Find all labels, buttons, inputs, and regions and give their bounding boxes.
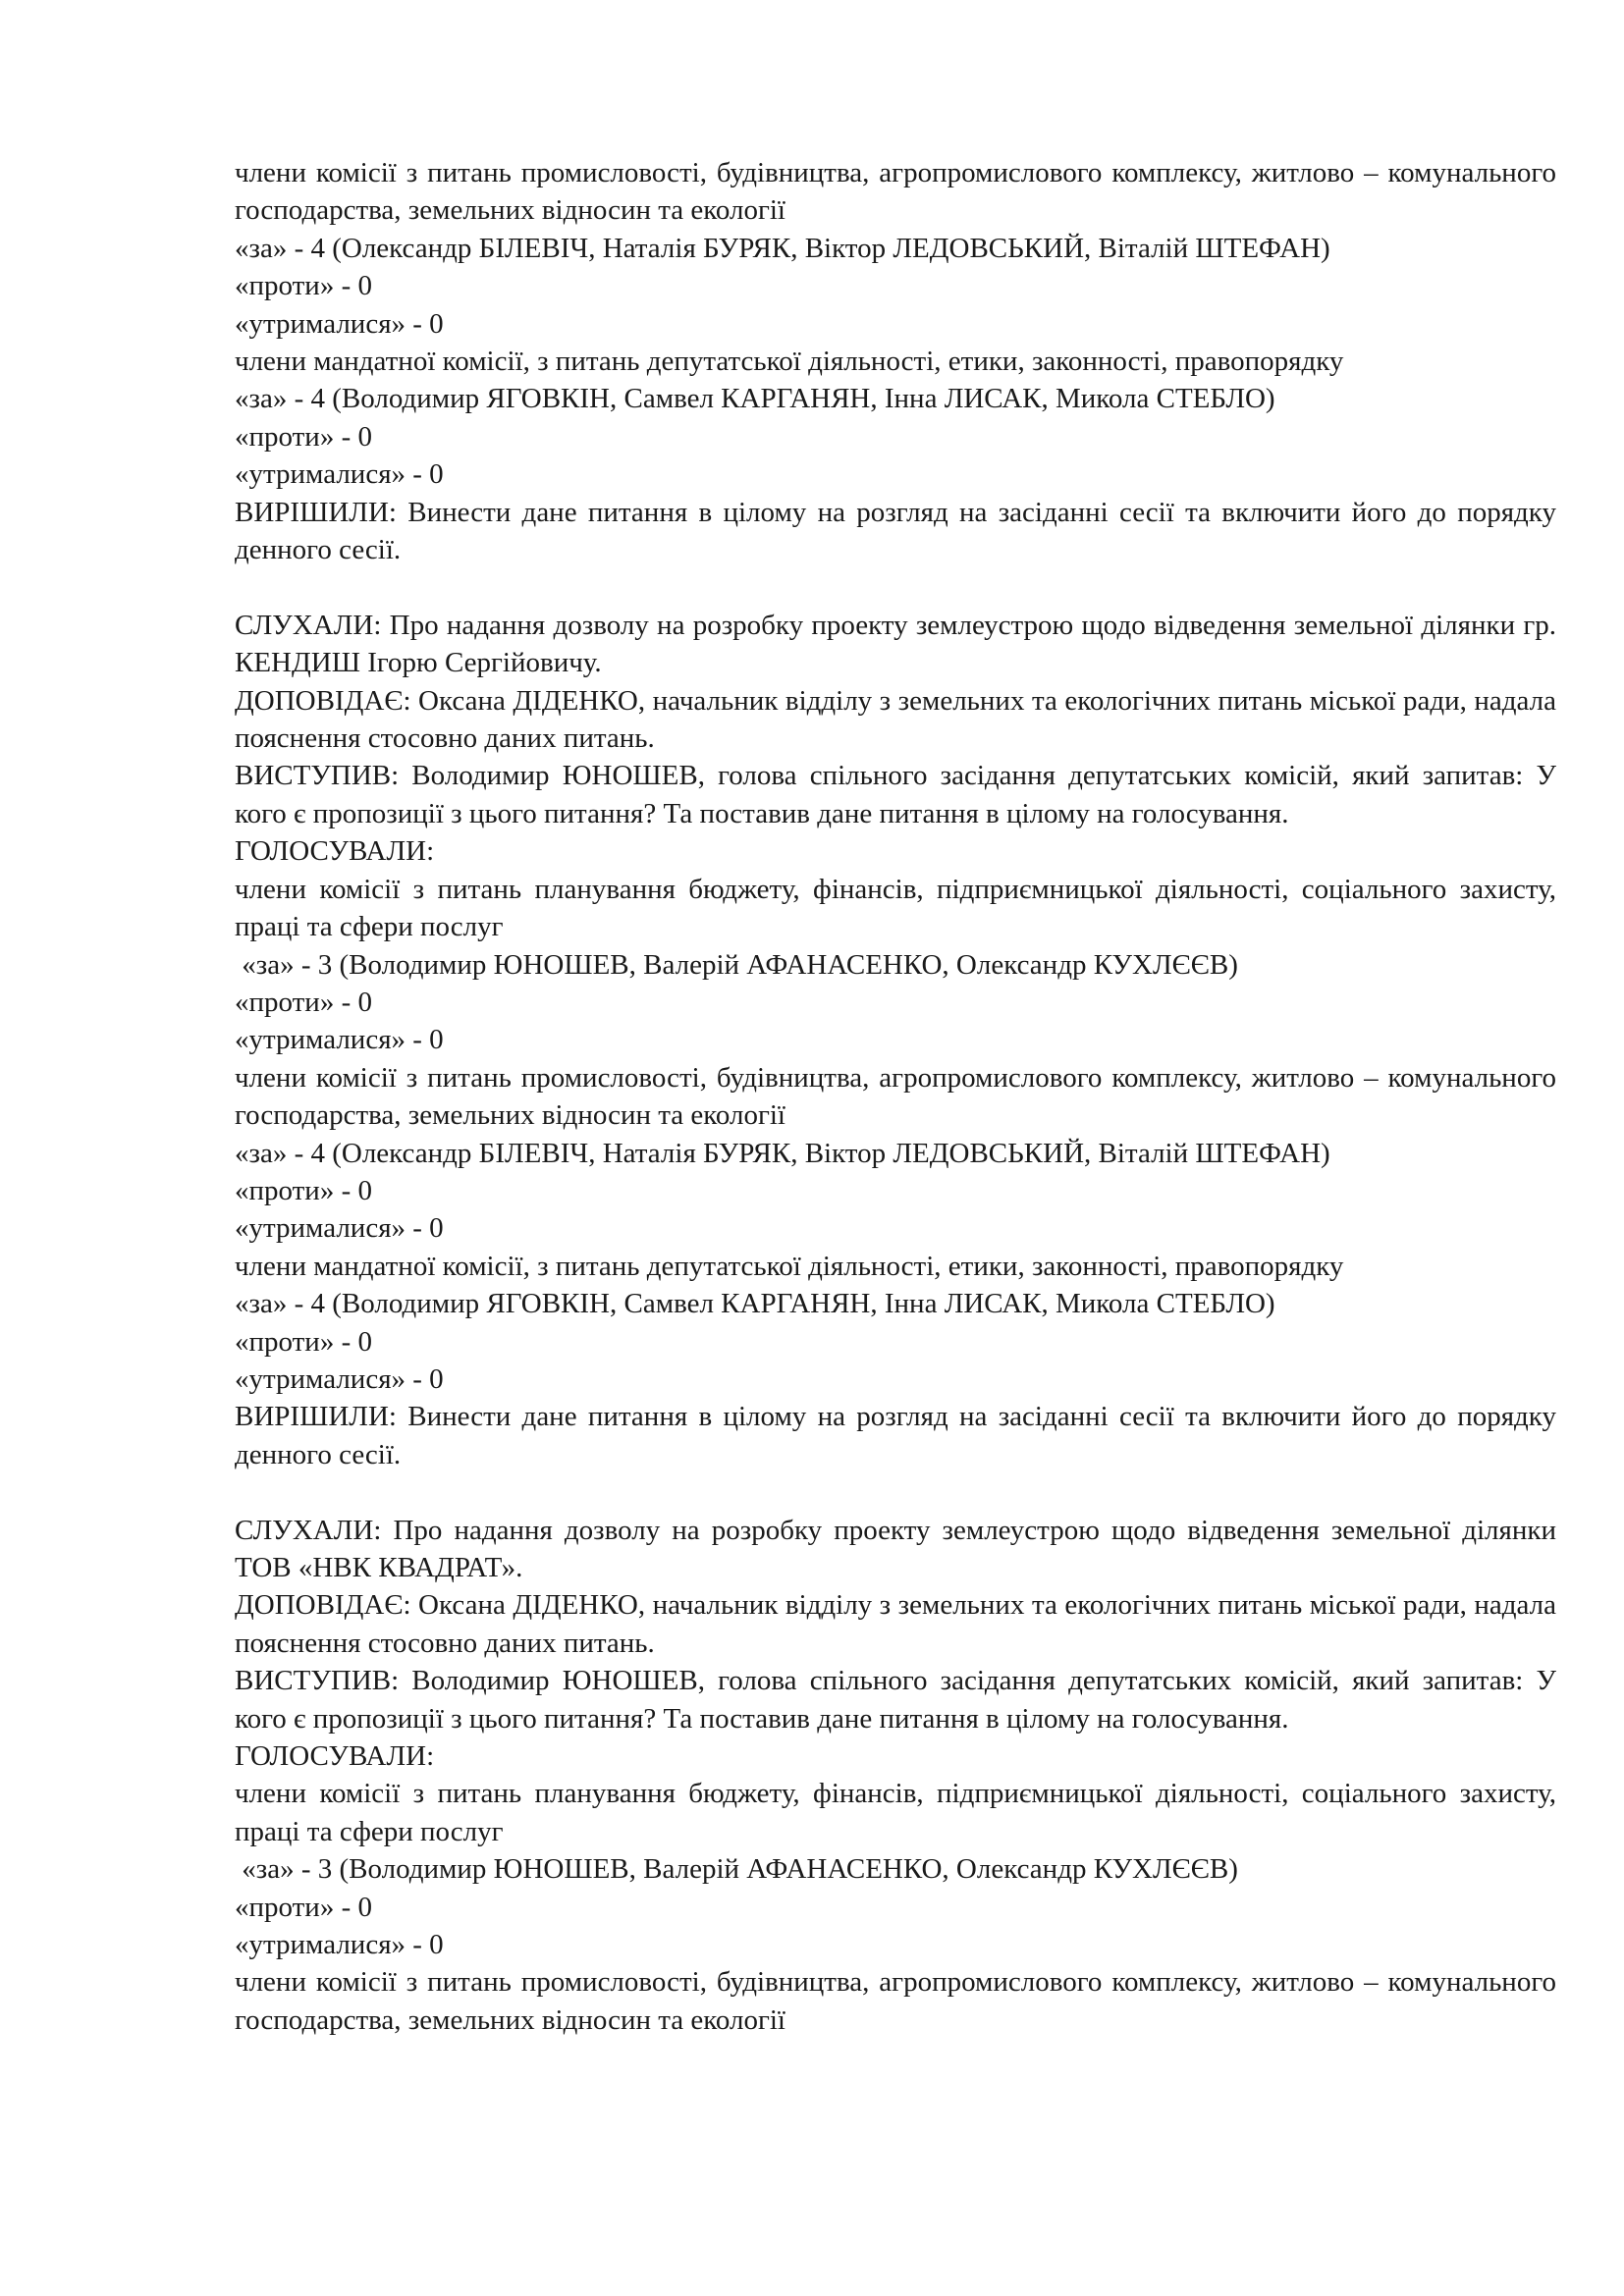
vote-abstained: «утрималися» - 0	[235, 1212, 444, 1245]
committee-mandate-heading: члени мандатної комісії, з питань депутатської діяльності, етики, законності, правопорядку	[235, 346, 1344, 378]
heard-paragraph: СЛУХАЛИ: Про надання дозволу на розробку проекту землеустрою щодо відведення земельної ділянки ТОВ «НВК КВАДРАТ».	[235, 1514, 1564, 1583]
committee-industry-heading: члени комісії з питань промисловості, будівництва, агропромислового комплексу, житлово – комунального господарства, земельних відносин та екології	[235, 1061, 1564, 1132]
vote-for: «за» - 3 (Володимир ЮНОШЕВ, Валерій АФАНАСЕНКО, Олександр КУХЛЄЄВ)	[235, 1853, 1238, 1886]
vote-for: «за» - 4 (Олександр БІЛЕВІЧ, Наталія БУРЯК, Віктор ЛЕДОВСЬКИЙ, Віталій ШТЕФАН)	[235, 232, 1330, 264]
document-page	[235, 154, 1564, 2039]
vote-against: «проти» - 0	[235, 986, 372, 1018]
vote-against: «проти» - 0	[235, 1174, 372, 1206]
vote-against: «проти» - 0	[235, 1325, 372, 1358]
speaker-paragraph: ВИСТУПИВ: Володимир ЮНОШЕВ, голова спільного засідання депутатських комісій, який запитав: У кого є пропозиції з цього питання? Та поставив дане питання в цілому на голосування.	[235, 760, 1564, 829]
committee-budget-heading: члени комісії з питань планування бюджету, фінансів, підприємницької діяльності, соціального захисту, праці та сфери послуг	[235, 873, 1564, 943]
vote-abstained: «утрималися» - 0	[235, 458, 444, 491]
vote-against: «проти» - 0	[235, 420, 372, 453]
vote-abstained: «утрималися» - 0	[235, 1362, 444, 1395]
decision-paragraph: ВИРІШИЛИ: Винести дане питання в цілому на розгляд на засіданні сесії та включити його до порядку денного сесії.	[235, 1401, 1564, 1470]
speaker-paragraph: ВИСТУПИВ: Володимир ЮНОШЕВ, голова спільного засідання депутатських комісій, який запитав: У кого є пропозиції з цього питання? Та поставив дане питання в цілому на голосування.	[235, 1665, 1564, 1735]
vote-for: «за» - 4 (Володимир ЯГОВКІН, Самвел КАРГАНЯН, Інна ЛИСАК, Микола СТЕБЛО)	[235, 383, 1275, 415]
reporter-paragraph: ДОПОВІДАЄ: Оксана ДІДЕНКО, начальник відділу з земельних та екологічних питань міської ради, надала пояснення стосовно даних питань.	[235, 1589, 1564, 1659]
vote-against: «проти» - 0	[235, 1891, 372, 1923]
decision-paragraph: ВИРІШИЛИ: Винести дане питання в цілому на розгляд на засіданні сесії та включити його до порядку денного сесії.	[235, 496, 1564, 566]
reporter-paragraph: ДОПОВІДАЄ: Оксана ДІДЕНКО, начальник відділу з земельних та екологічних питань міської ради, надала пояснення стосовно даних питань.	[235, 684, 1564, 755]
vote-abstained: «утрималися» - 0	[235, 1929, 444, 1961]
committee-industry-heading: члени комісії з питань промисловості, будівництва, агропромислового комплексу, житлово – комунального господарства, земельних відносин та екології	[235, 1966, 1564, 2036]
committee-budget-heading: члени комісії з питань планування бюджету, фінансів, підприємницької діяльності, соціального захисту, праці та сфери послуг	[235, 1778, 1564, 1847]
heard-paragraph: СЛУХАЛИ: Про надання дозволу на розробку проекту землеустрою щодо відведення земельної ділянки гр. КЕНДИШ Ігорю Сергійовичу.	[235, 609, 1564, 679]
voted-heading: ГОЛОСУВАЛИ:	[235, 1740, 435, 1773]
paragraph-gap	[235, 568, 1556, 606]
vote-for: «за» - 3 (Володимир ЮНОШЕВ, Валерій АФАНАСЕНКО, Олександр КУХЛЄЄВ)	[235, 948, 1238, 981]
vote-against: «проти» - 0	[235, 270, 372, 302]
vote-abstained: «утрималися» - 0	[235, 1024, 444, 1056]
vote-for: «за» - 4 (Володимир ЯГОВКІН, Самвел КАРГАНЯН, Інна ЛИСАК, Микола СТЕБЛО)	[235, 1288, 1275, 1320]
committee-mandate-heading: члени мандатної комісії, з питань депутатської діяльності, етики, законності, правопорядку	[235, 1250, 1344, 1282]
vote-abstained: «утрималися» - 0	[235, 307, 444, 340]
committee-industry-heading: члени комісії з питань промисловості, будівництва, агропромислового комплексу, житлово – комунального господарства, земельних відносин та екології	[235, 157, 1564, 227]
vote-for: «за» - 4 (Олександр БІЛЕВІЧ, Наталія БУРЯК, Віктор ЛЕДОВСЬКИЙ, Віталій ШТЕФАН)	[235, 1137, 1330, 1169]
paragraph-gap	[235, 1473, 1556, 1511]
voted-heading: ГОЛОСУВАЛИ:	[235, 835, 435, 868]
